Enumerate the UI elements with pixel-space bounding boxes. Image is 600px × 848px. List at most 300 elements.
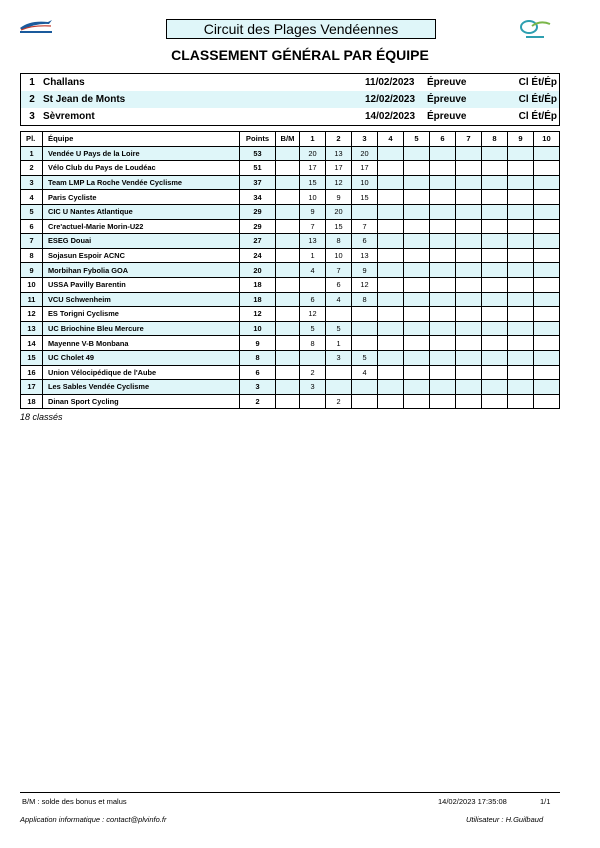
place-cell: 13 [21,321,43,336]
stage-8-score [482,350,508,365]
stage-7-score [456,161,482,176]
points-cell: 10 [240,321,276,336]
points-cell: 51 [240,161,276,176]
stage-5-score [404,277,430,292]
bonus-malus-cell [276,394,300,409]
stage-8-score [482,234,508,249]
stage-9-score [508,190,534,205]
stage-date: 11/02/2023 [365,77,415,88]
stage-8-score [482,321,508,336]
team-name-cell: UC Cholet 49 [43,350,240,365]
bonus-malus-cell [276,175,300,190]
stage-1-score: 9 [300,204,326,219]
stage-7-score [456,204,482,219]
stage-3-score [352,336,378,351]
header-stage-2: 2 [326,132,352,147]
stage-7-score [456,175,482,190]
stage-name: Challans [43,77,85,88]
stage-10-score [534,380,560,395]
team-name-cell: Sojasun Espoir ACNC [43,248,240,263]
stage-10-score [534,161,560,176]
stage-6-score [430,146,456,161]
stage-2-score: 20 [326,204,352,219]
stage-classification: Cl Ét/Ép [505,91,560,108]
stage-3-score: 7 [352,219,378,234]
stage-9-score [508,234,534,249]
stage-6-score [430,321,456,336]
stage-7-score [456,219,482,234]
stage-6-score [430,292,456,307]
team-name-cell: Dinan Sport Cycling [43,394,240,409]
team-ranking-table [20,131,560,409]
stage-8-score [482,219,508,234]
header-team: Équipe [43,132,240,147]
points-cell: 34 [240,190,276,205]
stage-9-score [508,204,534,219]
team-name-cell: Paris Cycliste [43,190,240,205]
team-name-cell: Mayenne V-B Monbana [43,336,240,351]
stage-7-score [456,248,482,263]
points-cell: 24 [240,248,276,263]
stage-2-score: 9 [326,190,352,205]
table-row [21,248,560,263]
table-row [21,321,560,336]
place-cell: 18 [21,394,43,409]
stage-2-score [326,307,352,322]
table-row [21,307,560,322]
header-stage-9: 9 [508,132,534,147]
stage-4-score [378,365,404,380]
stage-7-score [456,380,482,395]
stage-5-score [404,146,430,161]
place-cell: 1 [21,146,43,161]
header-bonus-malus: B/M [276,132,300,147]
team-name-cell: Cre'actuel-Marie Morin-U22 [43,219,240,234]
stage-5-score [404,321,430,336]
stage-5-score [404,292,430,307]
stage-4-score [378,175,404,190]
points-cell: 9 [240,336,276,351]
bonus-malus-cell [276,219,300,234]
stage-8-score [482,380,508,395]
stage-10-score [534,394,560,409]
bonus-malus-cell [276,350,300,365]
bonus-malus-cell [276,190,300,205]
stage-7-score [456,277,482,292]
stage-name: Sèvremont [43,111,95,122]
table-row [21,365,560,380]
stage-4-score [378,350,404,365]
stage-5-score [404,234,430,249]
place-cell: 14 [21,336,43,351]
stage-1-score: 12 [300,307,326,322]
team-name-cell: Team LMP La Roche Vendée Cyclisme [43,175,240,190]
bonus-malus-cell [276,365,300,380]
header-place: Pl. [21,132,43,147]
bonus-malus-cell [276,204,300,219]
stage-6-score [430,350,456,365]
stage-3-score: 17 [352,161,378,176]
stage-9-score [508,263,534,278]
stage-4-score [378,307,404,322]
place-cell: 3 [21,175,43,190]
points-cell: 8 [240,350,276,365]
stage-9-score [508,248,534,263]
stage-8-score [482,307,508,322]
sponsor-logo [518,18,552,42]
table-row [21,204,560,219]
stage-number: 2 [21,91,44,108]
stage-2-score: 8 [326,234,352,249]
page-subtitle: CLASSEMENT GÉNÉRAL PAR ÉQUIPE [171,47,429,63]
table-row [21,190,560,205]
stage-number: 1 [29,77,35,88]
stage-3-score: 5 [352,350,378,365]
stage-5-score [404,380,430,395]
place-cell: 7 [21,234,43,249]
points-cell: 18 [240,277,276,292]
stage-7-score [456,292,482,307]
table-row [21,219,560,234]
stage-3-score: 4 [352,365,378,380]
stage-3-score: 10 [352,175,378,190]
stage-5-score [404,394,430,409]
team-name-cell: Les Sables Vendée Cyclisme [43,380,240,395]
app-contact: Application informatique : contact@plvinfo.fr [20,815,167,824]
points-cell: 6 [240,365,276,380]
stage-10-score [534,307,560,322]
stage-4-score [378,336,404,351]
stage-10-score [534,263,560,278]
stage-6-score [430,248,456,263]
stage-2-score [326,365,352,380]
stage-4-score [378,234,404,249]
points-cell: 29 [240,219,276,234]
stage-10-score [534,234,560,249]
stage-type: Épreuve [427,91,505,108]
stage-7-score [456,234,482,249]
stage-classification: Cl Ét/Ép [518,77,557,88]
place-cell: 11 [21,292,43,307]
stage-10-score [534,277,560,292]
table-row [21,161,560,176]
stage-4-score [378,161,404,176]
stage-9-score [508,365,534,380]
place-cell: 5 [21,204,43,219]
stage-8-score [482,161,508,176]
stage-row [21,74,560,92]
bonus-malus-cell [276,161,300,176]
place-cell: 16 [21,365,43,380]
stage-1-score: 13 [300,234,326,249]
table-header-row [21,132,560,147]
stage-1-score [300,350,326,365]
points-cell: 27 [240,234,276,249]
header-points: Points [240,132,276,147]
stage-1-score: 3 [300,380,326,395]
stage-3-score: 9 [352,263,378,278]
stage-8-score [482,248,508,263]
points-cell: 3 [240,380,276,395]
points-cell: 29 [240,204,276,219]
team-name-cell: Union Vélocipédique de l'Aube [43,365,240,380]
team-name-cell: Morbihan Fybolia GOA [43,263,240,278]
team-name-cell: UC Briochine Bleu Mercure [43,321,240,336]
stage-10-score [534,292,560,307]
bonus-malus-cell [276,248,300,263]
header-stage-5: 5 [404,132,430,147]
stage-10-score [534,321,560,336]
stage-6-score [430,277,456,292]
stage-5-score [404,336,430,351]
stage-9-score [508,161,534,176]
stage-10-score [534,175,560,190]
stage-7-score [456,365,482,380]
stage-3-score [352,321,378,336]
stage-10-score [534,204,560,219]
stage-6-score [430,161,456,176]
footer-divider [20,792,560,793]
stage-9-score [508,219,534,234]
stage-9-score [508,350,534,365]
stage-4-score [378,204,404,219]
stage-10-score [534,190,560,205]
federation-logo [18,18,54,34]
stage-3-score: 13 [352,248,378,263]
stage-1-score: 2 [300,365,326,380]
stage-8-score [482,146,508,161]
place-cell: 17 [21,380,43,395]
stage-1-score: 20 [300,146,326,161]
points-cell: 20 [240,263,276,278]
stage-1-score: 10 [300,190,326,205]
team-name-cell: VCU Schwenheim [43,292,240,307]
place-cell: 12 [21,307,43,322]
stage-4-score [378,146,404,161]
team-name-cell: CIC U Nantes Atlantique [43,204,240,219]
team-name-cell: ESEG Douai [43,234,240,249]
stage-date: 14/02/2023 [365,111,416,122]
stage-2-score: 5 [326,321,352,336]
stage-10-score [534,365,560,380]
stages-table [20,73,560,126]
stage-10-score [534,146,560,161]
place-cell: 6 [21,219,43,234]
page-number: 1/1 [540,797,551,806]
stage-9-score [508,146,534,161]
stage-2-score: 10 [326,248,352,263]
stage-5-score [404,263,430,278]
stage-5-score [404,219,430,234]
place-cell: 4 [21,190,43,205]
stage-9-score [508,380,534,395]
points-cell: 12 [240,307,276,322]
stage-9-score [508,394,534,409]
user-name: Utilisateur : H.Guilbaud [466,815,544,824]
stage-10-score [534,336,560,351]
stage-3-score [352,204,378,219]
stage-9-score [508,307,534,322]
stage-10-score [534,350,560,365]
header-stage-8: 8 [482,132,508,147]
table-row [21,263,560,278]
table-row [21,394,560,409]
team-name-cell: ES Torigni Cyclisme [43,307,240,322]
stage-9-score [508,336,534,351]
stage-6-score [430,307,456,322]
stage-7-score [456,321,482,336]
stage-6-score [430,336,456,351]
stage-row [21,91,560,108]
table-row [21,234,560,249]
stage-classification: Cl Ét/Ép [518,111,557,122]
stage-2-score: 12 [326,175,352,190]
stage-4-score [378,292,404,307]
team-name-cell: Vendée U Pays de la Loire [43,146,240,161]
header-stage-7: 7 [456,132,482,147]
stage-6-score [430,394,456,409]
stage-4-score [378,380,404,395]
stage-4-score [378,219,404,234]
header-stage-10: 10 [534,132,560,147]
stage-row [21,108,560,126]
stage-4-score [378,394,404,409]
stage-10-score [534,248,560,263]
stage-3-score [352,394,378,409]
stage-1-score: 7 [300,219,326,234]
stage-2-score: 15 [326,219,352,234]
header-stage-6: 6 [430,132,456,147]
stage-2-score: 13 [326,146,352,161]
stage-3-score: 15 [352,190,378,205]
stage-2-score: 1 [326,336,352,351]
stage-5-score [404,307,430,322]
stage-type: Épreuve [427,111,467,122]
stage-10-score [534,219,560,234]
table-row [21,175,560,190]
stage-2-score: 17 [326,161,352,176]
header-stage-4: 4 [378,132,404,147]
stage-8-score [482,394,508,409]
stage-6-score [430,380,456,395]
points-cell: 2 [240,394,276,409]
stage-1-score [300,394,326,409]
stage-4-score [378,190,404,205]
stage-6-score [430,219,456,234]
stage-name: St Jean de Monts [43,91,365,108]
stage-8-score [482,336,508,351]
stage-5-score [404,190,430,205]
stage-5-score [404,204,430,219]
stage-3-score: 12 [352,277,378,292]
stage-2-score: 6 [326,277,352,292]
stage-8-score [482,263,508,278]
stage-9-score [508,292,534,307]
stage-8-score [482,277,508,292]
stage-7-score [456,146,482,161]
bonus-malus-cell [276,321,300,336]
stage-4-score [378,263,404,278]
bonus-malus-cell [276,277,300,292]
points-cell: 53 [240,146,276,161]
header-stage-3: 3 [352,132,378,147]
stage-3-score [352,307,378,322]
stage-4-score [378,248,404,263]
table-row [21,336,560,351]
stage-1-score [300,277,326,292]
table-row [21,350,560,365]
stage-6-score [430,204,456,219]
stage-7-score [456,190,482,205]
points-cell: 18 [240,292,276,307]
place-cell: 9 [21,263,43,278]
stage-3-score: 8 [352,292,378,307]
team-name-cell: USSA Pavilly Barentin [43,277,240,292]
team-name-cell: Vélo Club du Pays de Loudéac [43,161,240,176]
stage-7-score [456,350,482,365]
stage-1-score: 6 [300,292,326,307]
stage-7-score [456,394,482,409]
bonus-malus-cell [276,292,300,307]
stage-1-score: 8 [300,336,326,351]
stage-date: 12/02/2023 [365,91,427,108]
stage-9-score [508,277,534,292]
stage-2-score: 7 [326,263,352,278]
stage-2-score: 3 [326,350,352,365]
bonus-malus-cell [276,336,300,351]
stage-7-score [456,263,482,278]
stage-6-score [430,234,456,249]
bonus-malus-cell [276,307,300,322]
stage-4-score [378,277,404,292]
bonus-malus-cell [276,263,300,278]
stage-4-score [378,321,404,336]
stage-8-score [482,190,508,205]
stage-8-score [482,292,508,307]
stage-5-score [404,161,430,176]
table-row [21,277,560,292]
stage-5-score [404,365,430,380]
points-cell: 37 [240,175,276,190]
stage-1-score: 1 [300,248,326,263]
table-row [21,292,560,307]
bonus-malus-note: B/M : solde des bonus et malus [22,797,127,806]
stage-5-score [404,175,430,190]
stage-3-score: 6 [352,234,378,249]
stage-2-score: 2 [326,394,352,409]
stage-2-score [326,380,352,395]
table-row [21,146,560,161]
print-timestamp: 14/02/2023 17:35:08 [438,797,507,806]
stage-6-score [430,365,456,380]
bonus-malus-cell [276,380,300,395]
stage-7-score [456,336,482,351]
bonus-malus-cell [276,234,300,249]
stage-5-score [404,350,430,365]
place-cell: 8 [21,248,43,263]
place-cell: 2 [21,161,43,176]
table-row [21,380,560,395]
bonus-malus-cell [276,146,300,161]
place-cell: 10 [21,277,43,292]
stage-1-score: 17 [300,161,326,176]
stage-3-score [352,380,378,395]
place-cell: 15 [21,350,43,365]
stage-7-score [456,307,482,322]
stage-6-score [430,190,456,205]
page-title: Circuit des Plages Vendéennes [166,19,436,39]
stage-9-score [508,175,534,190]
